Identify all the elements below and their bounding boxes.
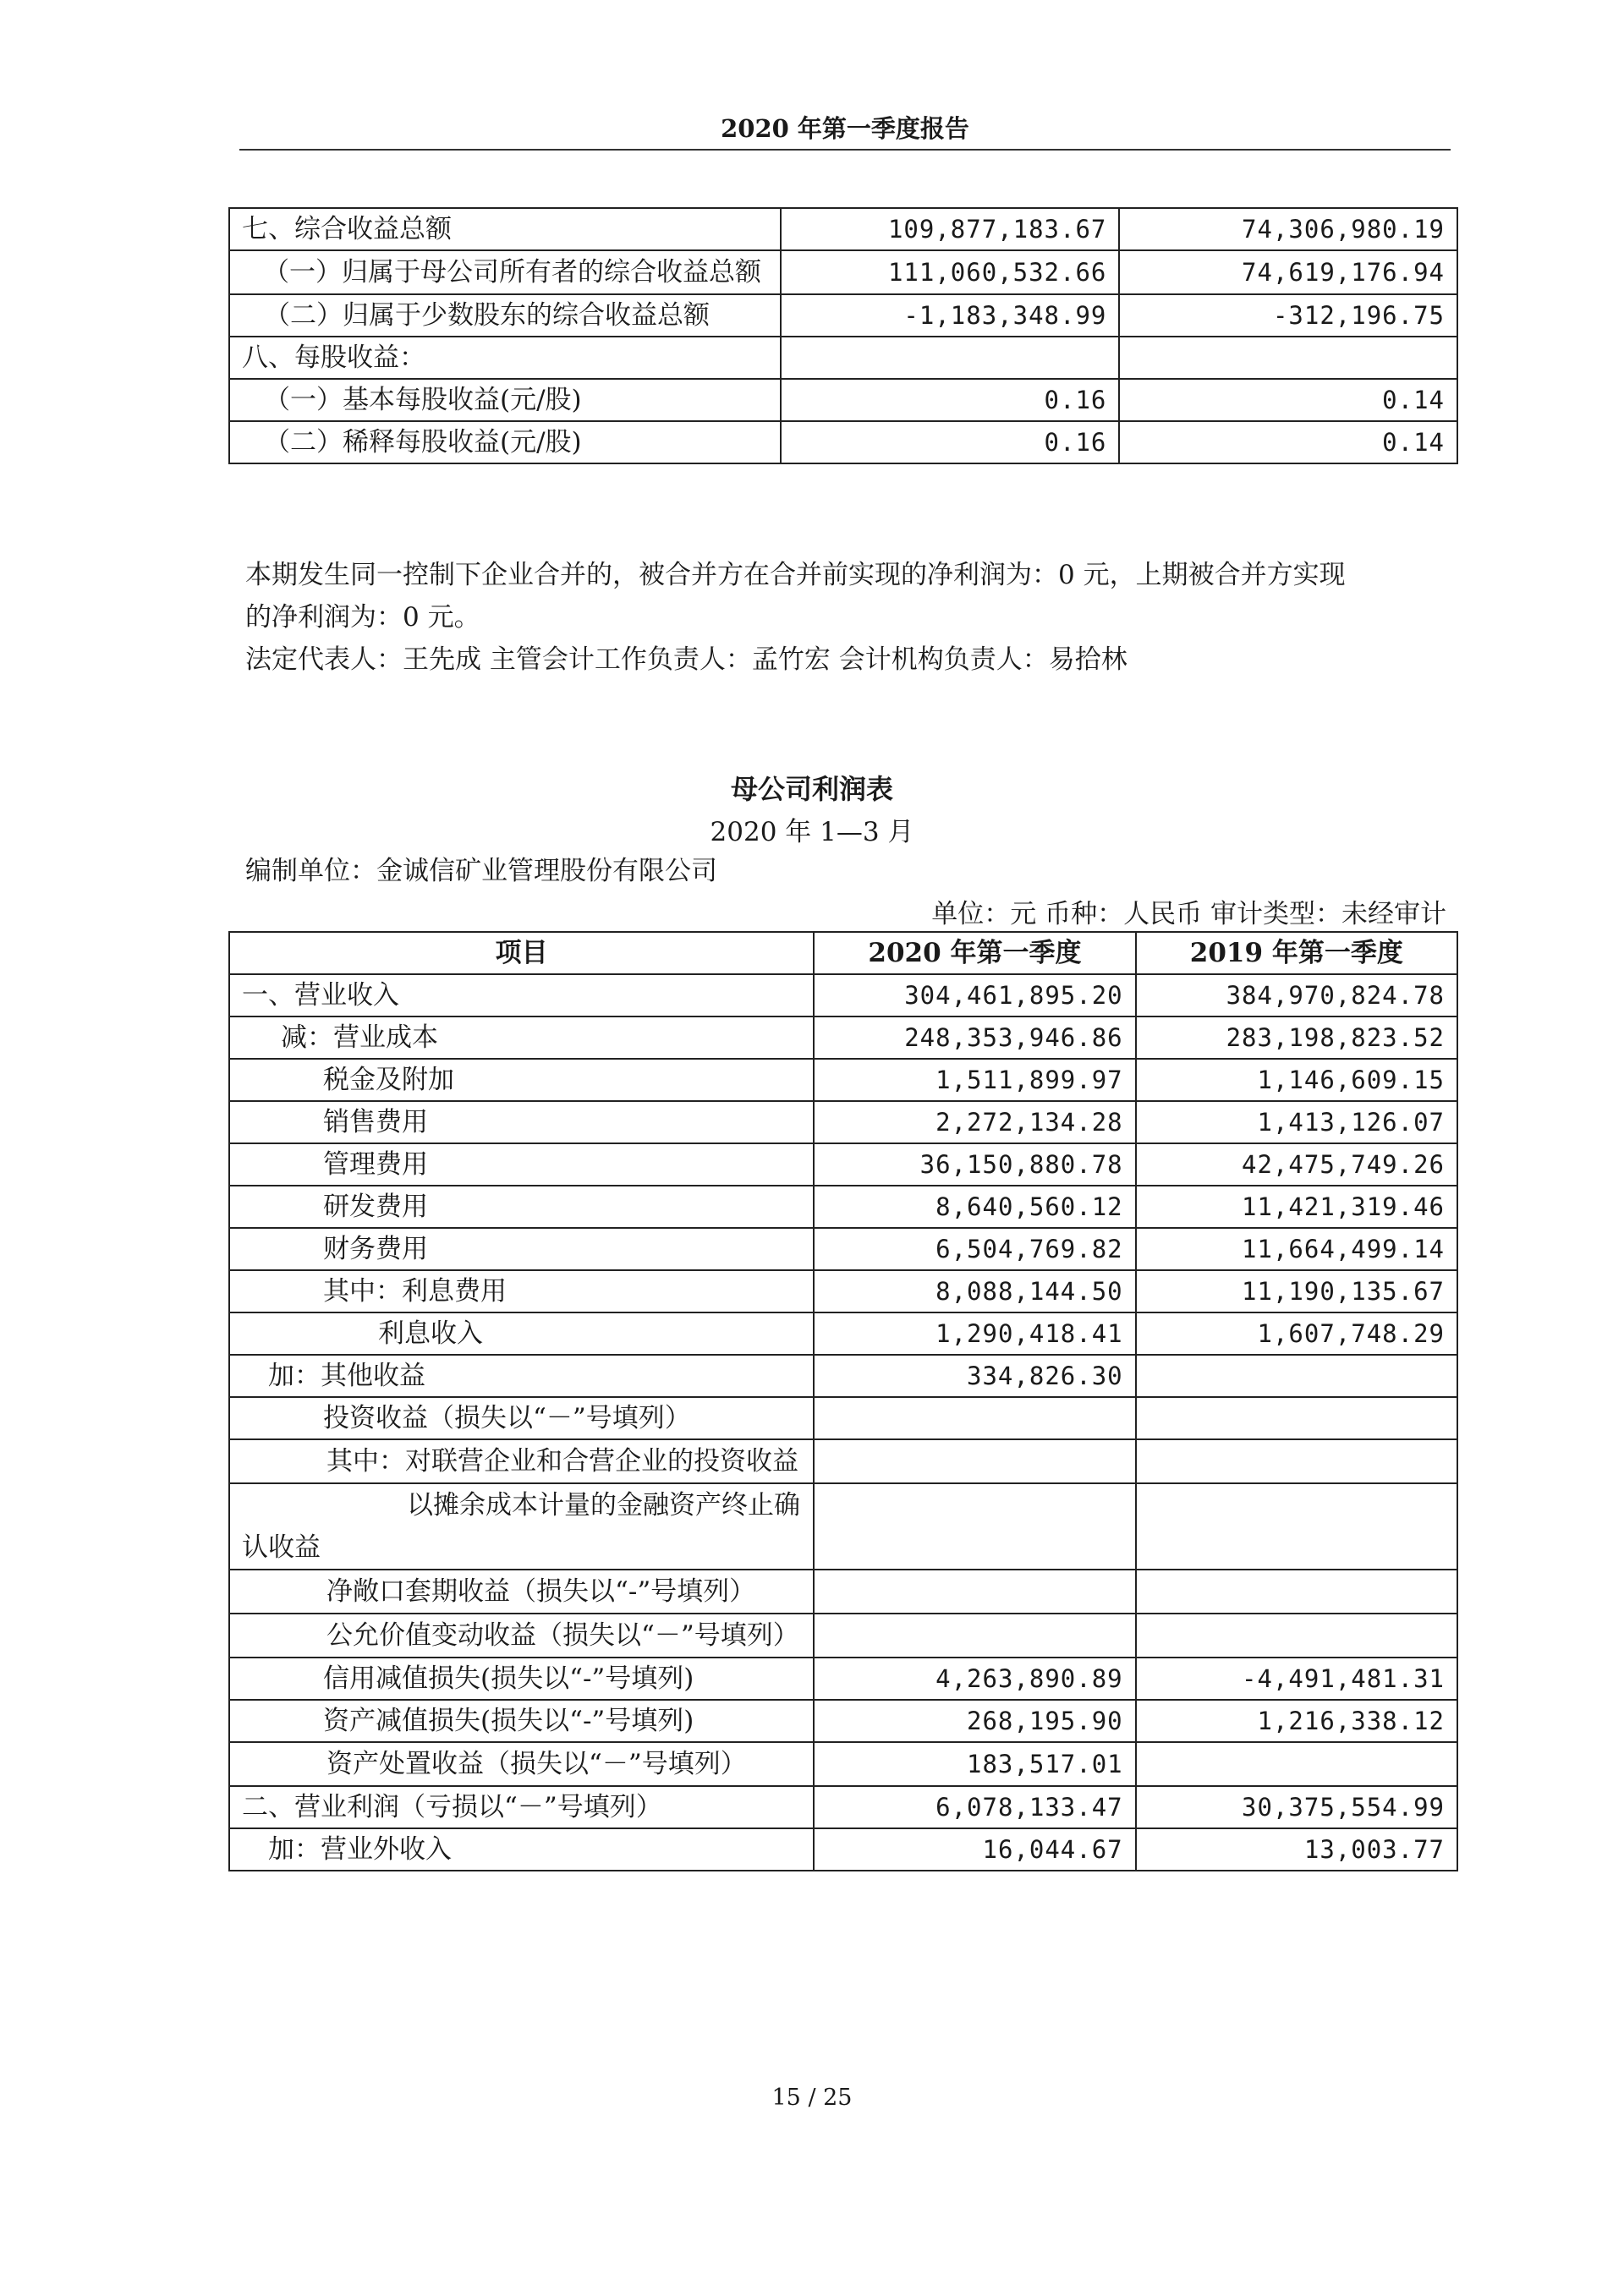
value-2020 — [814, 1483, 1135, 1570]
value-2019: 42,475,749.26 — [1136, 1143, 1457, 1186]
table-row — [229, 208, 1457, 250]
value-2019: 74,306,980.19 — [1119, 208, 1457, 250]
value-2020: 183,517.01 — [814, 1742, 1135, 1786]
row-label: 八、每股收益： — [229, 337, 781, 379]
value-2020: 111,060,532.66 — [781, 250, 1119, 294]
value-2020 — [814, 1397, 1135, 1439]
preparer-line: 编制单位：金诚信矿业管理股份有限公司 — [245, 856, 717, 886]
row-label: 一、营业收入 — [229, 974, 814, 1016]
value-2019 — [1136, 1570, 1457, 1614]
value-2019 — [1136, 1483, 1457, 1570]
value-2020: 6,078,133.47 — [814, 1786, 1135, 1828]
value-2020: 248,353,946.86 — [814, 1016, 1135, 1059]
value-2020: 16,044.67 — [814, 1828, 1135, 1871]
table-row — [229, 1101, 1457, 1143]
header-2020: 2020 年第一季度 — [814, 932, 1135, 974]
row-label: 其中：对联营企业和合营企业的投资收益 — [229, 1439, 814, 1483]
table-row — [229, 1700, 1457, 1742]
table-row — [229, 1312, 1457, 1355]
table-row — [229, 294, 1457, 337]
row-label: 净敞口套期收益（损失以“-”号填列） — [229, 1570, 814, 1614]
table-row — [229, 1570, 1457, 1614]
value-2019 — [1119, 337, 1457, 379]
value-2020: 2,272,134.28 — [814, 1101, 1135, 1143]
value-2019: 1,146,609.15 — [1136, 1059, 1457, 1101]
header-item: 项目 — [229, 932, 814, 974]
value-2019: 1,607,748.29 — [1136, 1312, 1457, 1355]
table-row — [229, 1742, 1457, 1786]
value-2019: 1,216,338.12 — [1136, 1700, 1457, 1742]
row-label: 七、综合收益总额 — [229, 208, 781, 250]
row-label: 利息收入 — [229, 1312, 814, 1355]
statement-title: 母公司利润表 — [730, 773, 893, 805]
table-row — [229, 974, 1457, 1016]
value-2019 — [1136, 1742, 1457, 1786]
row-label: 税金及附加 — [229, 1059, 814, 1101]
value-2019: 13,003.77 — [1136, 1828, 1457, 1871]
row-label: 加：其他收益 — [229, 1355, 814, 1397]
continuation-table — [228, 207, 1458, 464]
value-2019: 74,619,176.94 — [1119, 250, 1457, 294]
note-line-1: 本期发生同一控制下企业合并的，被合并方在合并前实现的净利润为：0 元，上期被合并方实现 — [245, 560, 1346, 590]
table-row — [229, 1270, 1457, 1312]
value-2020: 1,290,418.41 — [814, 1312, 1135, 1355]
page-number: 15 / 25 — [771, 2085, 853, 2111]
value-2019 — [1136, 1355, 1457, 1397]
value-2019 — [1136, 1439, 1457, 1483]
row-label: 资产减值损失(损失以“-”号填列) — [229, 1700, 814, 1742]
signatories-line: 法定代表人：王先成 主管会计工作负责人：孟竹宏 会计机构负责人：易拾林 — [245, 644, 1127, 675]
value-2020: 109,877,183.67 — [781, 208, 1119, 250]
table-row — [229, 1059, 1457, 1101]
table-row — [229, 1483, 1457, 1570]
value-2019: 0.14 — [1119, 379, 1457, 421]
table-row — [229, 1828, 1457, 1871]
row-label: 以摊余成本计量的金融资产终止确认收益 — [229, 1483, 814, 1570]
row-label: 减：营业成本 — [229, 1016, 814, 1059]
table-header-row — [229, 932, 1457, 974]
value-2020: 334,826.30 — [814, 1355, 1135, 1397]
value-2020: 4,263,890.89 — [814, 1658, 1135, 1700]
row-label: 管理费用 — [229, 1143, 814, 1186]
row-label: 销售费用 — [229, 1101, 814, 1143]
row-label: （二）归属于少数股东的综合收益总额 — [229, 294, 781, 337]
value-2019: 30,375,554.99 — [1136, 1786, 1457, 1828]
value-2019: 1,413,126.07 — [1136, 1101, 1457, 1143]
value-2019 — [1136, 1397, 1457, 1439]
unit-line: 单位：元 币种：人民币 审计类型：未经审计 — [931, 899, 1446, 929]
value-2019: -312,196.75 — [1119, 294, 1457, 337]
value-2019 — [1136, 1614, 1457, 1658]
value-2019: 11,664,499.14 — [1136, 1228, 1457, 1270]
value-2020: 6,504,769.82 — [814, 1228, 1135, 1270]
value-2020: -1,183,348.99 — [781, 294, 1119, 337]
value-2020 — [814, 1570, 1135, 1614]
value-2020: 36,150,880.78 — [814, 1143, 1135, 1186]
table-row — [229, 1397, 1457, 1439]
table-row — [229, 421, 1457, 463]
table-row — [229, 1658, 1457, 1700]
value-2020 — [814, 1439, 1135, 1483]
value-2020: 0.16 — [781, 379, 1119, 421]
table-row — [229, 1143, 1457, 1186]
table-row — [229, 1016, 1457, 1059]
value-2019: 11,190,135.67 — [1136, 1270, 1457, 1312]
row-label: 研发费用 — [229, 1186, 814, 1228]
table-row — [229, 379, 1457, 421]
row-label: 其中：利息费用 — [229, 1270, 814, 1312]
table-row — [229, 337, 1457, 379]
note-line-2: 的净利润为：0 元。 — [245, 602, 480, 633]
parent-income-table — [228, 931, 1458, 1871]
row-label: 投资收益（损失以“－”号填列） — [229, 1397, 814, 1439]
table-row — [229, 1355, 1457, 1397]
value-2019: -4,491,481.31 — [1136, 1658, 1457, 1700]
value-2020: 0.16 — [781, 421, 1119, 463]
report-header: 2020 年第一季度报告 — [239, 110, 1451, 151]
statement-period: 2020 年 1—3 月 — [710, 817, 914, 847]
table-row — [229, 1786, 1457, 1828]
table-row — [229, 1614, 1457, 1658]
table-row — [229, 1186, 1457, 1228]
header-2019: 2019 年第一季度 — [1136, 932, 1457, 974]
value-2020: 1,511,899.97 — [814, 1059, 1135, 1101]
row-label: 二、营业利润（亏损以“－”号填列） — [229, 1786, 814, 1828]
value-2019: 0.14 — [1119, 421, 1457, 463]
value-2020 — [781, 337, 1119, 379]
row-label: 加：营业外收入 — [229, 1828, 814, 1871]
value-2020: 8,088,144.50 — [814, 1270, 1135, 1312]
value-2020 — [814, 1614, 1135, 1658]
value-2020: 268,195.90 — [814, 1700, 1135, 1742]
value-2020: 304,461,895.20 — [814, 974, 1135, 1016]
row-label: 公允价值变动收益（损失以“－”号填列） — [229, 1614, 814, 1658]
value-2019: 384,970,824.78 — [1136, 974, 1457, 1016]
table-row — [229, 1228, 1457, 1270]
value-2019: 283,198,823.52 — [1136, 1016, 1457, 1059]
row-label: （一）基本每股收益(元/股) — [229, 379, 781, 421]
value-2019: 11,421,319.46 — [1136, 1186, 1457, 1228]
table-row — [229, 1439, 1457, 1483]
row-label: 资产处置收益（损失以“－”号填列） — [229, 1742, 814, 1786]
row-label: 信用减值损失(损失以“-”号填列) — [229, 1658, 814, 1700]
row-label: （一）归属于母公司所有者的综合收益总额 — [229, 250, 781, 294]
table-row — [229, 250, 1457, 294]
row-label: （二）稀释每股收益(元/股) — [229, 421, 781, 463]
value-2020: 8,640,560.12 — [814, 1186, 1135, 1228]
row-label: 财务费用 — [229, 1228, 814, 1270]
